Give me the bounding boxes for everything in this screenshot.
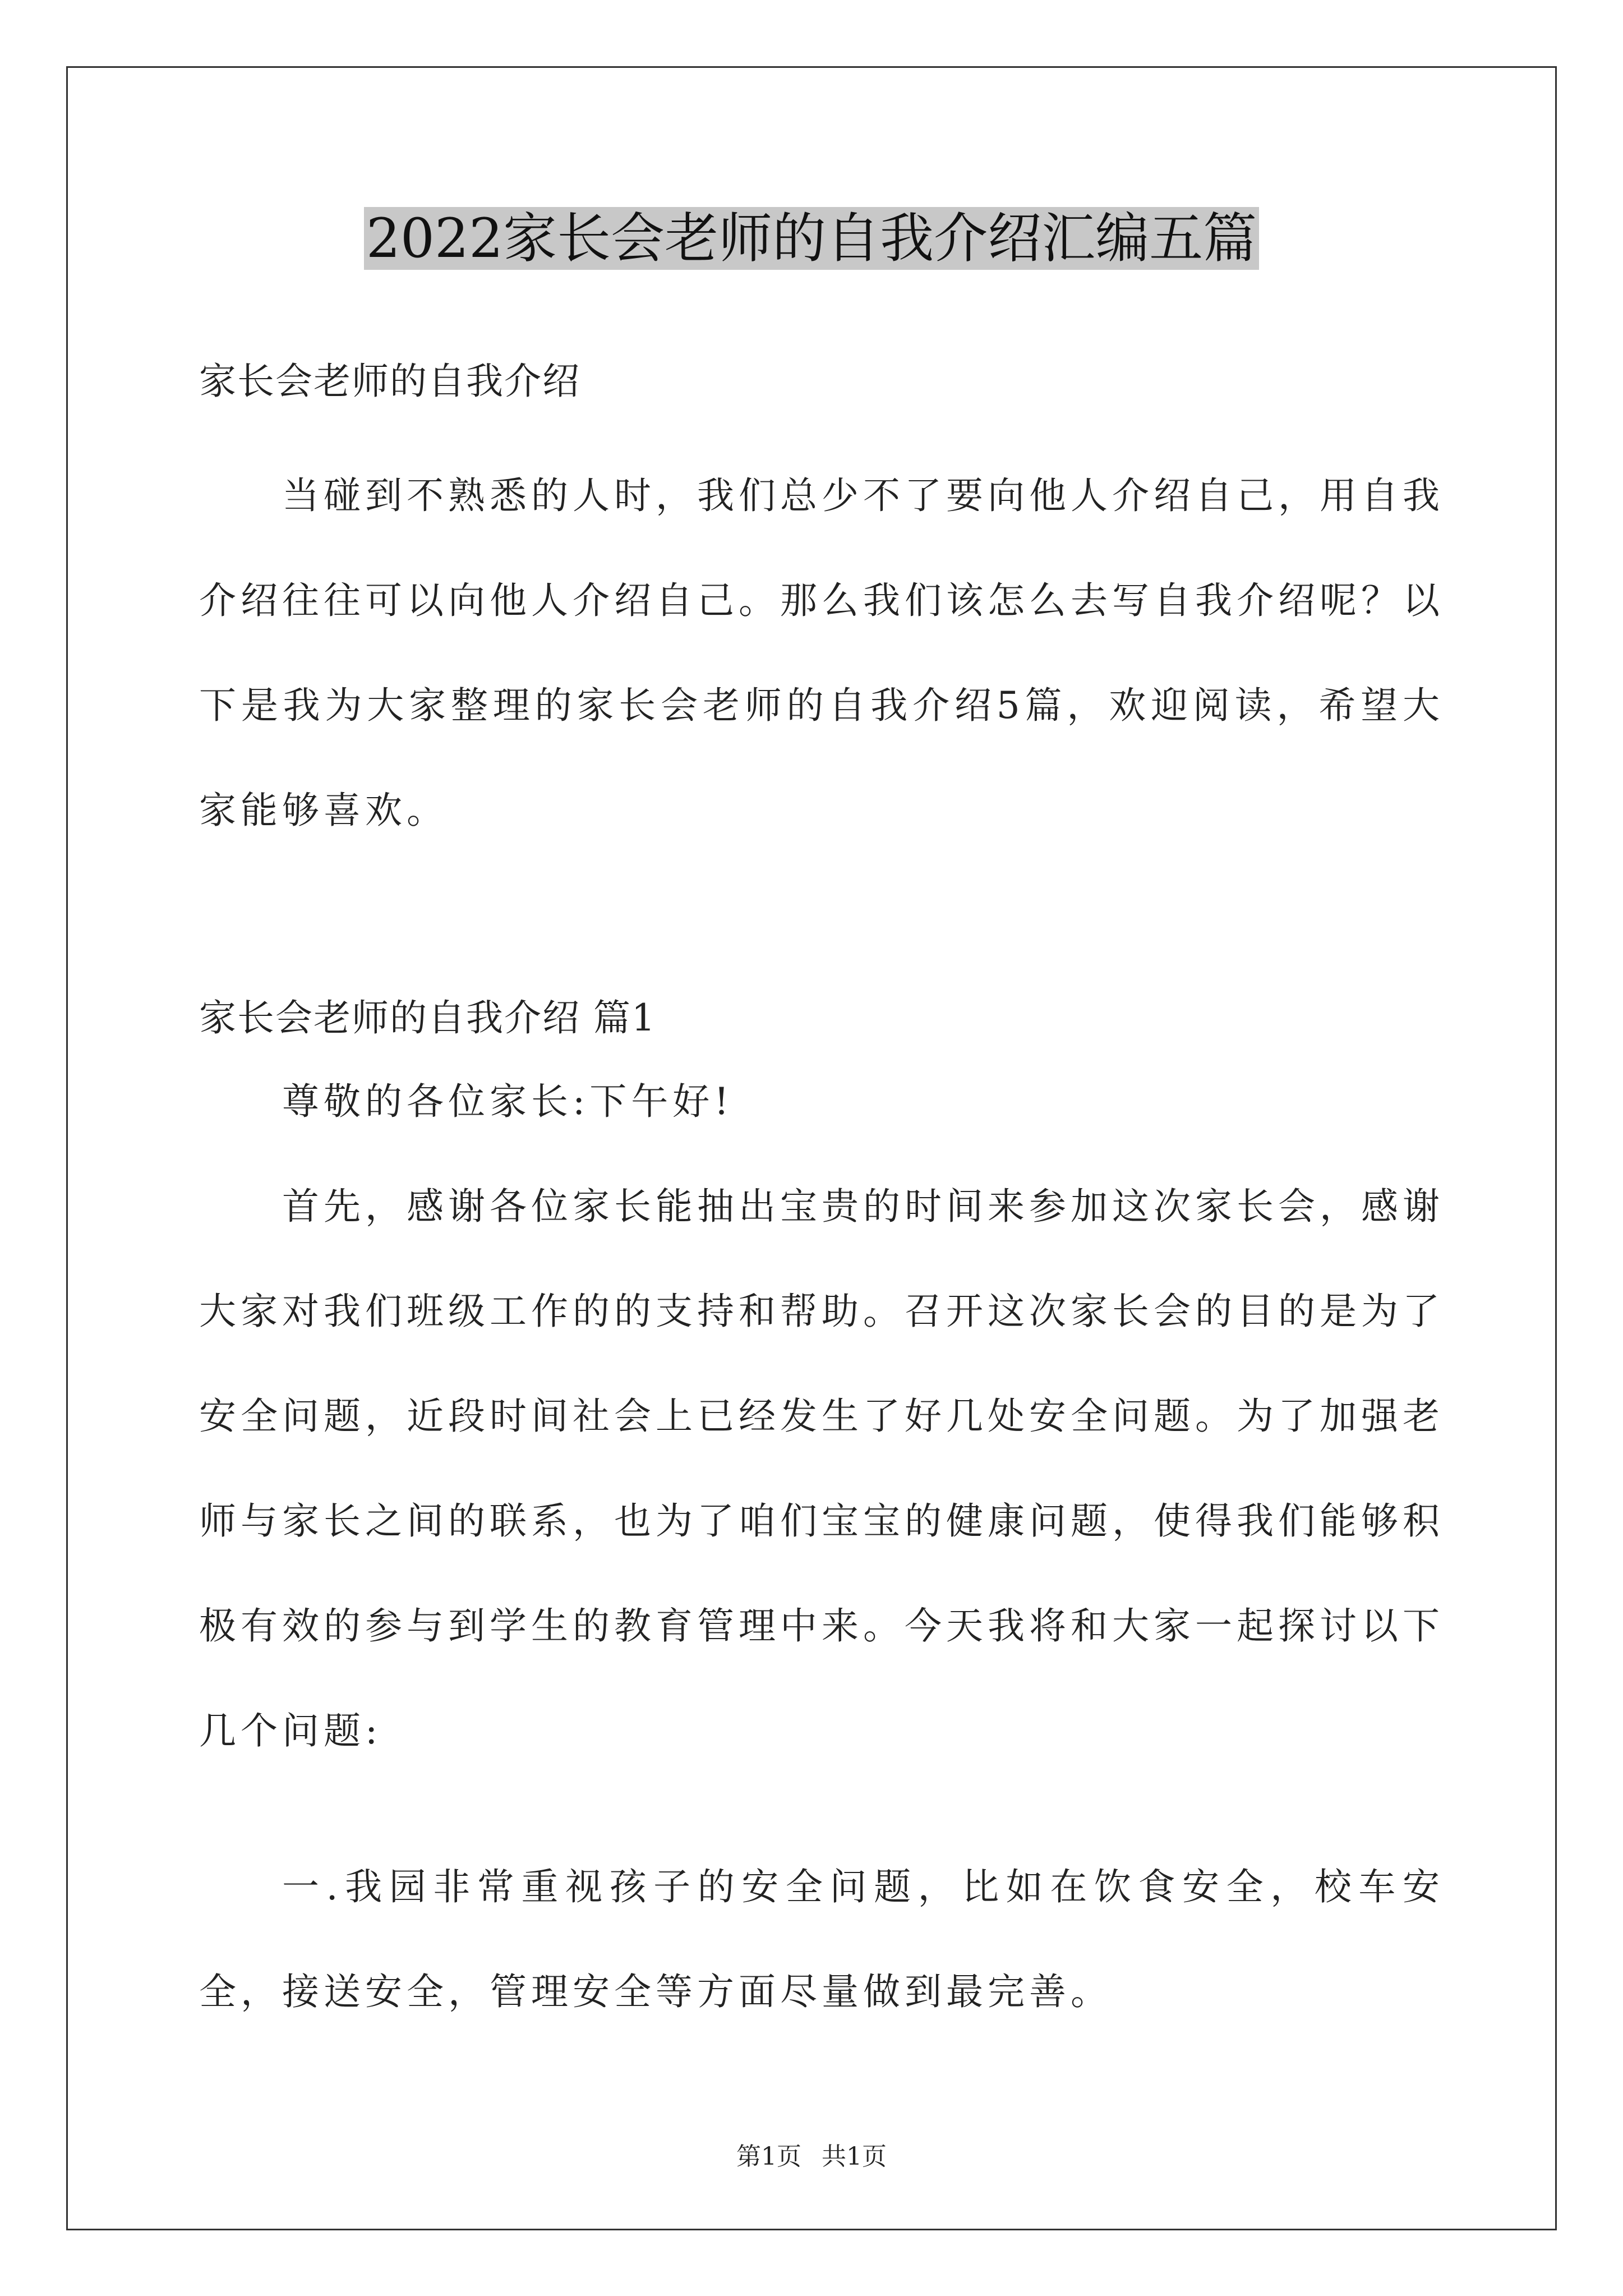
intro-heading: 家长会老师的自我介绍 xyxy=(199,360,580,403)
body-paragraph-2: 一.我园非常重视孩子的安全问题，比如在饮食安全，校车安全，接送安全，管理安全等方面尽量做到最完善。 xyxy=(199,1865,1444,2013)
intro-paragraph: 当碰到不熟悉的人时，我们总少不了要向他人介绍自己，用自我介绍往往可以向他人介绍自己。那么我们该怎么去写自我介绍呢？以下是我为大家整理的家长会老师的自我介绍5篇，欢迎阅读，希望大家能够喜欢。 xyxy=(199,474,1444,832)
page-total: 共1页 xyxy=(822,2142,887,2171)
page-footer xyxy=(0,2140,1623,2174)
section-1-heading: 家长会老师的自我介绍 篇1 xyxy=(199,996,656,1039)
document-title-text: 2022家长会老师的自我介绍汇编五篇 xyxy=(364,207,1259,270)
greeting-paragraph: 尊敬的各位家长:下午好! xyxy=(282,1080,734,1123)
document-title xyxy=(0,199,1623,278)
page-number: 第1页 xyxy=(736,2142,801,2171)
body-paragraph-1: 首先，感谢各位家长能抽出宝贵的时间来参加这次家长会，感谢大家对我们班级工作的的支持和帮助。召开这次家长会的目的是为了安全问题，近段时间社会上已经发生了好几处安全问题。为了加强老师与家长之间的联系，也为了咱们宝宝的健康问题，使得我们能够积极有效的参与到学生的教育管理中来。今天我将和大家一起探讨以下几个问题: xyxy=(199,1185,1444,1752)
